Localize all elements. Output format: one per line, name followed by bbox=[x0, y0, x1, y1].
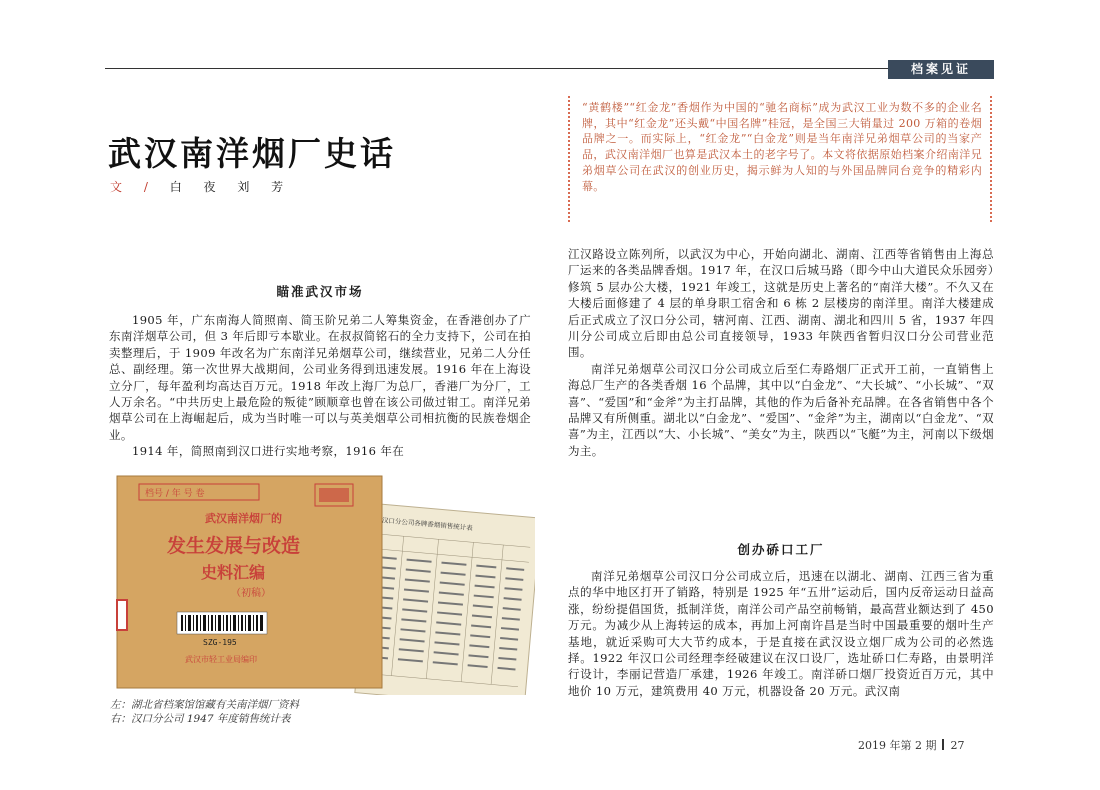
caption-line-2: 右：汉口分公司 1947 年度销售统计表 bbox=[110, 713, 291, 725]
page-footer bbox=[858, 737, 964, 753]
section1-heading: 瞄准武汉市场 bbox=[276, 284, 364, 299]
paragraph-1: 1905 年，广东南海人简照南、简玉阶兄弟二人筹集资金，在香港创办了广东南洋烟草公司，但 3 年后即亏本歇业。在叔叔简铭石的全力支持下，公司在拍卖整理后，于 1909 年改名为广东南洋兄弟烟草公司，继续营业，兄弟二人分任总、副经理。第一次世界大战期间，公司业务得到迅速发展。1916 年在上海设立分厂，每年盈利均高达百万元。1918 年改上海厂为总厂，香港厂为分厂，工人万余名。“中共历史上最危险的叛徒”顾顺章也曾在该公司做过钳工。南洋兄弟烟草公司在上海崛起后，成为当时唯一可以与英美烟草公司相抗衡的民族卷烟企业。 bbox=[109, 313, 531, 442]
paragraph-4: 南洋兄弟烟草公司汉口分公司成立后，迅速在以湖北、湖南、江西三省为重点的华中地区打开了销路，特别是 1925 年“五卅”运动后，国内反帝运动日益高涨，纷纷提倡国货，抵制洋货，南洋公司产品空前畅销，最高营业额达到了 450 万元。为减少从上海转运的成本，再加上河南许昌是当时中国最重要的烟叶生产基地，就近采购可大大节约成本，于是直接在武汉设立烟厂成为公司的必然选择。1922 年汉口公司经理李经破建议在汉口设厂，选址硚口仁寿路，由景明洋行设计，李丽记营造厂承建，1926 年竣工。南洋硚口烟厂投资近百万元，其中地价 10 万元，建筑费用 40 万元，机器设备 20 万元。武汉南 bbox=[568, 569, 994, 698]
right-column-lower bbox=[568, 540, 994, 699]
table-title: 汉口分公司各牌香烟销售统计表 bbox=[381, 516, 473, 533]
book-edition: （初稿） bbox=[231, 588, 271, 599]
header-rule bbox=[105, 68, 993, 69]
section-tag: 档案见证 bbox=[888, 60, 994, 79]
photo-caption bbox=[110, 698, 299, 726]
paragraph-3: 南洋兄弟烟草公司汉口分公司成立后至仁寿路烟厂正式开工前，一直销售上海总厂生产的各类香烟 16 个品牌，其中以“白金龙”、“大长城”、“小长城”、“双喜”、“爱国”和“金斧”为主打品牌，其他的作为后备补充品牌。在各省销售中各个品牌又有所侧重。湖北以“白金龙”、“爱国”、“金斧”为主，湖南以“白金龙”、“双喜”为主，江西以“大、小长城”、“美女”为主，陕西以“飞艇”为主，河南以下级烟为主。 bbox=[568, 361, 994, 458]
paragraph-2-cont: 江汉路设立陈列所，以武汉为中心，开始向湖北、湖南、江西等省销售由上海总厂运来的各类品牌香烟。1917 年，在汉口后城马路（即今中山大道民众乐园旁）修筑 5 层办公大楼，1921 年竣工，这就是历史上著名的“南洋大楼”。不久又在大楼后面修建了 4 层的单身职工宿舍和 6 栋 2 层楼房的南洋里。南洋大楼建成后正式成立了汉口分公司，辖河南、江西、湖南、湖北和四川 5 省，1937 年四川分公司成立后即由总公司直接领导，1933 年陕西省暂归汉口分公司营业范围。 bbox=[568, 247, 994, 360]
book-publisher: 武汉市轻工业局编印 bbox=[185, 655, 257, 664]
archive-photo bbox=[115, 470, 535, 695]
page-number: 27 bbox=[950, 739, 965, 752]
byline-prefix: 文 / bbox=[110, 180, 157, 194]
footer-divider bbox=[942, 739, 944, 750]
book-title-sub: 史料汇编 bbox=[201, 563, 266, 582]
caption-line-1: 左：湖北省档案馆馆藏有关南洋烟厂资料 bbox=[110, 699, 299, 711]
book-title-main: 发生发展与改造 bbox=[167, 535, 301, 557]
section2-heading: 创办硚口工厂 bbox=[737, 542, 825, 557]
book-barcode-code: SZG-195 bbox=[203, 638, 237, 647]
issue-label: 2019 年第 2 期 bbox=[858, 739, 937, 752]
article-title: 武汉南洋烟厂史话 bbox=[108, 134, 396, 173]
paragraph-2: 1914 年，简照南到汉口进行实地考察，1916 年在 bbox=[132, 444, 405, 459]
intro-box bbox=[568, 96, 992, 222]
left-column bbox=[109, 282, 531, 460]
byline-authors: 白 夜 刘 芳 bbox=[169, 180, 293, 194]
book-title-top: 武汉南洋烟厂的 bbox=[205, 512, 282, 525]
right-column bbox=[568, 246, 994, 459]
photo-illustration bbox=[115, 470, 535, 695]
book-stamp: 档号 / 年 号 卷 bbox=[145, 489, 205, 499]
intro-text: “黄鹤楼”“红金龙”香烟作为中国的“驰名商标”成为武汉工业为数不多的企业名牌，其中“红金龙”还头戴“中国名牌”桂冠，是全国三大销量过 200 万箱的卷烟品牌之一。而实际上，“红金龙”“白金龙”则是当年南洋兄弟烟草公司的当家产品，武汉南洋烟厂也算是武汉本土的老字号了。本文将依据原始档案介绍南洋兄弟烟草公司在武汉的创业历史，揭示鲜为人知的与外国品牌同台竞争的精彩内幕。 bbox=[582, 101, 982, 193]
byline bbox=[110, 178, 292, 195]
